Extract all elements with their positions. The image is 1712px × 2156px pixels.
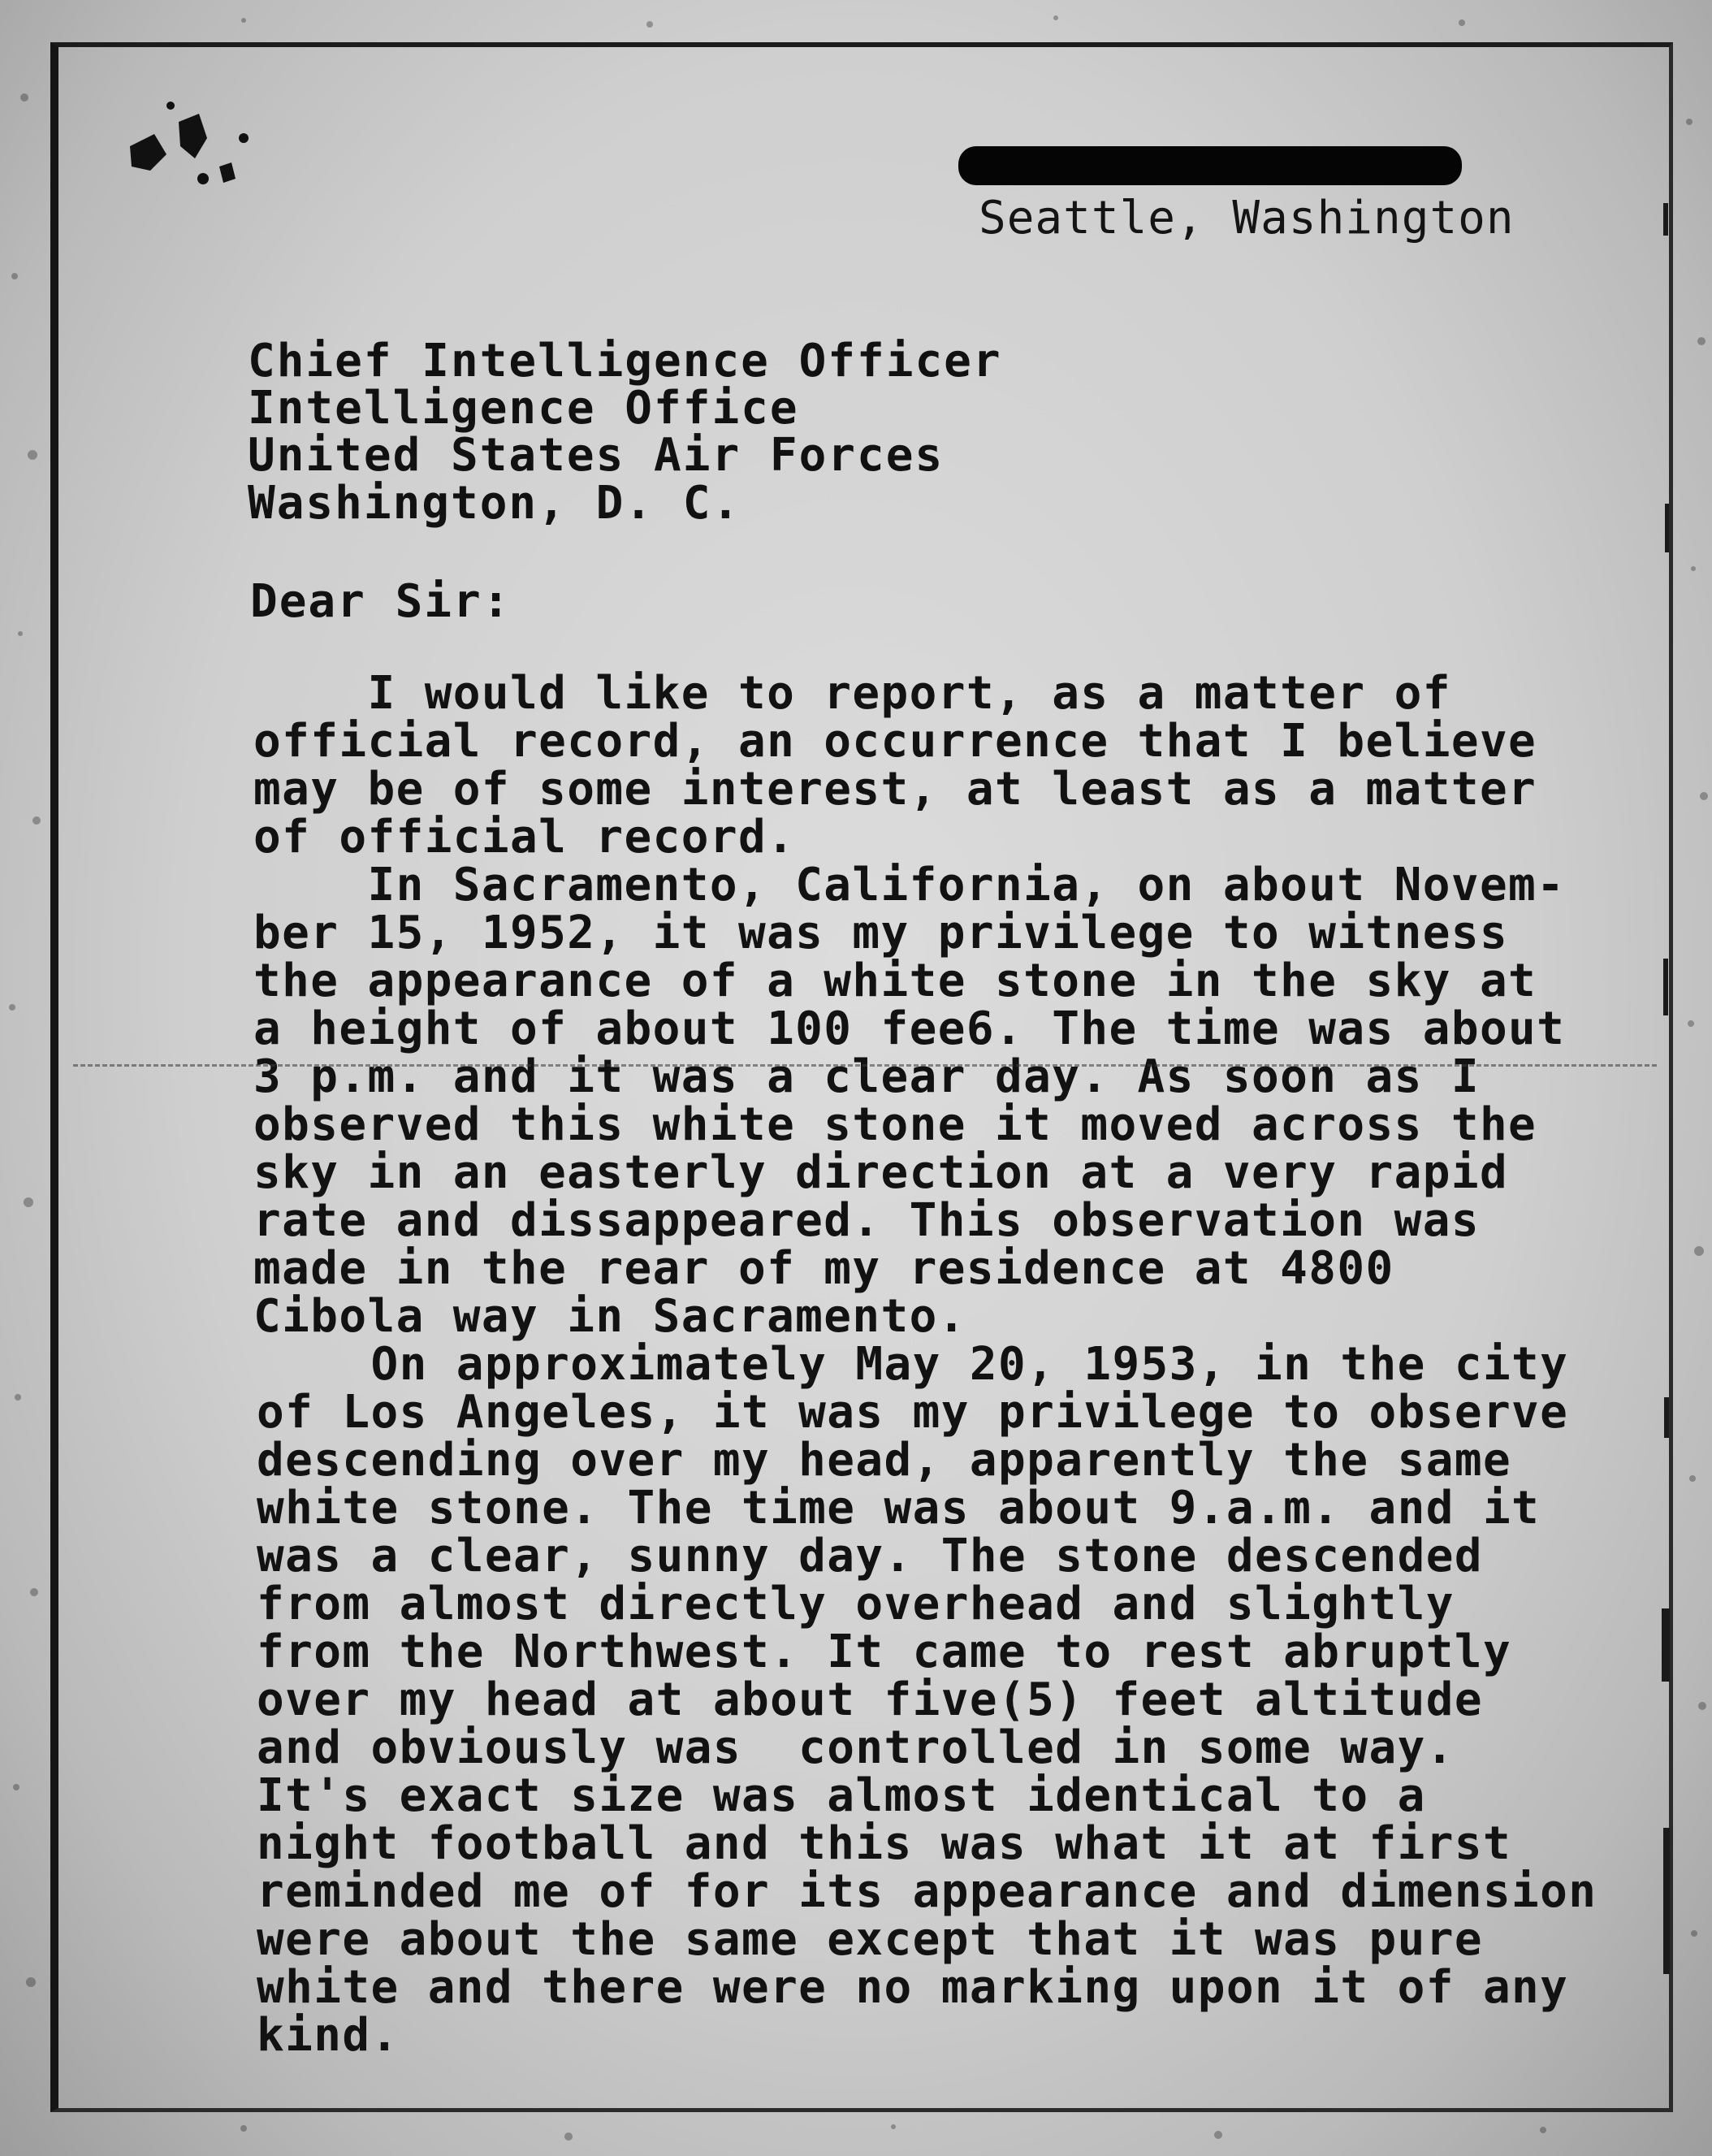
body-line: It's exact size was almost identical to a	[257, 1769, 1426, 1822]
recipient-line: United States Air Forces	[248, 429, 945, 482]
body-line: rate and dissappeared. This observation was	[253, 1194, 1480, 1247]
fold-line	[73, 1064, 1657, 1067]
body-line: kind.	[257, 2009, 400, 2062]
body-line: sky in an easterly direction at a very rapid	[253, 1146, 1509, 1199]
body-line: Cibola way in Sacramento.	[253, 1290, 966, 1343]
body-line: may be of some interest, at least as a matter	[253, 763, 1537, 816]
body-line: official record, an occurrence that I believe	[253, 715, 1537, 768]
body-line: descending over my head, apparently the same	[257, 1434, 1512, 1487]
body-line: On approximately May 20, 1953, in the city	[257, 1338, 1569, 1391]
body-line: observed this white stone it moved across the	[253, 1098, 1537, 1151]
body-line: ber 15, 1952, it was my privilege to witness	[253, 907, 1509, 959]
recipient-line: Chief Intelligence Officer	[248, 335, 1002, 387]
body-line: of official record.	[253, 811, 796, 864]
body-line: In Sacramento, California, on about Novem-	[253, 859, 1566, 911]
recipient-line: Intelligence Office	[248, 382, 799, 435]
edge-noise	[1657, 162, 1681, 2072]
body-line: were about the same except that it was pure	[257, 1913, 1483, 1966]
body-line: I would like to report, as a matter of	[253, 667, 1451, 720]
body-line: the appearance of a white stone in the sky at	[253, 955, 1537, 1007]
salutation: Dear Sir:	[250, 575, 512, 628]
body-line: from the Northwest. It came to rest abruptly	[257, 1626, 1512, 1678]
recipient-line: Washington, D. C.	[248, 477, 741, 530]
letter-place: Seattle, Washington	[979, 192, 1515, 245]
body-line: reminded me of for its appearance and dimension	[257, 1865, 1597, 1918]
body-line: over my head at about five(5) feet altitude	[257, 1673, 1483, 1726]
body-line: 3 p.m. and it was a clear day. As soon as I	[253, 1050, 1480, 1103]
body-line: white stone. The time was about 9.a.m. and it	[257, 1482, 1541, 1535]
body-line: made in the rear of my residence at 4800	[253, 1242, 1394, 1295]
corner-smudge	[122, 89, 365, 211]
redaction-bar	[958, 146, 1462, 185]
body-line: a height of about 100 fee6. The time was about	[253, 1002, 1566, 1055]
body-line: and obviously was controlled in some way.	[257, 1721, 1455, 1774]
body-line: was a clear, sunny day. The stone descended	[257, 1530, 1483, 1582]
body-line: from almost directly overhead and slightly	[257, 1578, 1455, 1630]
body-line: night football and this was what it at first	[257, 1817, 1512, 1870]
body-line: white and there were no marking upon it of any	[257, 1961, 1569, 2014]
body-line: of Los Angeles, it was my privilege to observe	[257, 1386, 1569, 1439]
